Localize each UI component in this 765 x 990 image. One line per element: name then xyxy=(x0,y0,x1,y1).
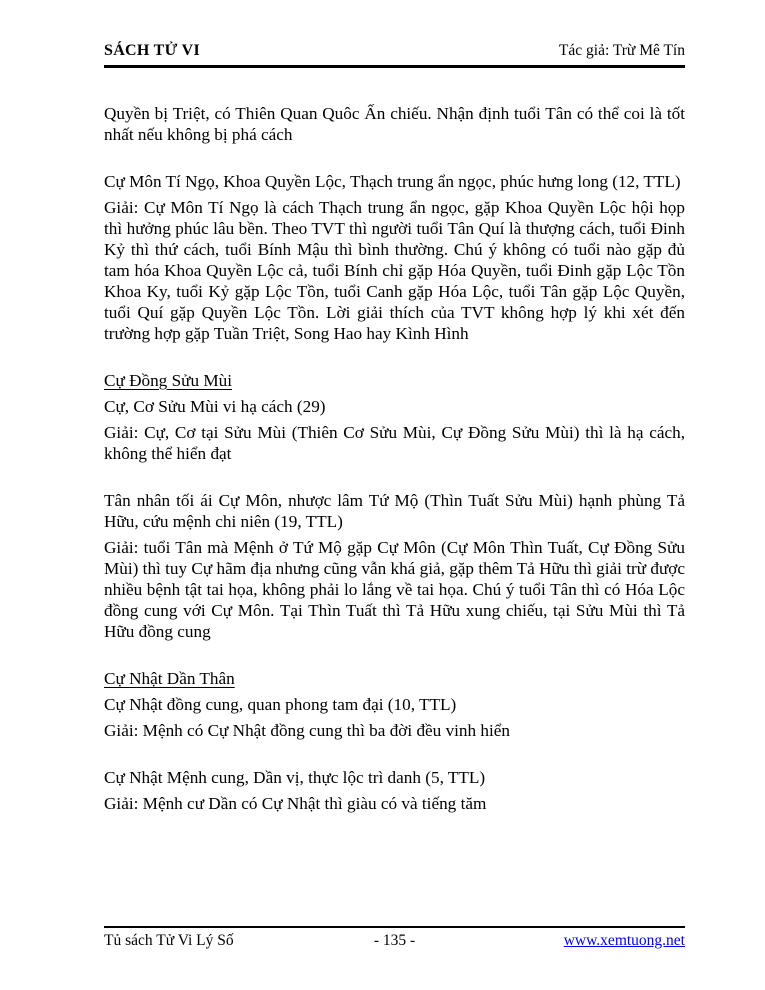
verse-cu-mon-ti-ngo: Cự Môn Tí Ngọ, Khoa Quyền Lộc, Thạch trung ẩn ngọc, phúc hưng long (12, TTL) xyxy=(104,172,681,191)
section-heading-cu-nhat-dan-than: Cự Nhật Dần Thân xyxy=(104,669,235,688)
website-link[interactable]: www.xemtuong.net xyxy=(563,932,685,949)
author-credit: Tác giả: Trừ Mê Tín xyxy=(558,42,685,59)
explanation-cu-mon-ti-ngo: Giải: Cự Môn Tí Ngọ là cách Thạch trung ẩn ngọc, gặp Khoa Quyền Lộc hội họp thì hưởng phúc lâu bền. Theo TVT thì người tuổi Tân Quí là thượng cách, tuổi Đinh Kỷ thì thứ cách, tuổi Bính Mậu thì bình thường. Chú ý không có tuổi nào gặp đủ tam hóa Khoa Quyền Lộc cả, tuổi Bính chỉ gặp Hóa Quyền, tuổi Đinh gặp Lộc Tồn Khoa Ky, tuổi Kỷ gặp Lộc Tồn, tuổi Canh gặp Hóa Lộc, tuổi Tân gặp Lộc Quyền, tuổi Quí gặp Quyền Lộc Tồn. Lời giải thích của TVT không hợp lý khi xét đến trường hợp gặp Tuần Triệt, Song Hao hay Kình Hình xyxy=(104,198,685,343)
page-header xyxy=(104,42,685,68)
verse-cu-nhat-dong-cung: Cự Nhật đồng cung, quan phong tam đại (10, TTL) xyxy=(104,695,457,714)
page-body xyxy=(104,66,685,814)
verse-cu-nhat-menh-cung: Cự Nhật Mệnh cung, Dần vị, thực lộc trì danh (5, TTL) xyxy=(104,768,486,787)
section-heading-cu-dong-suu-mui: Cự Đồng Sửu Mùi xyxy=(104,371,232,390)
footer-series-title: Tủ sách Tử Vi Lý Số xyxy=(104,932,234,949)
explanation-cu-nhat-menh-cung: Giải: Mệnh cư Dần có Cự Nhật thì giàu có và tiếng tăm xyxy=(104,794,487,813)
verse-cu-co-suu-mui: Cự, Cơ Sửu Mùi vi hạ cách (29) xyxy=(104,397,326,416)
explanation-cu-nhat-dong-cung: Giải: Mệnh có Cự Nhật đồng cung thì ba đời đều vinh hiển xyxy=(104,721,511,740)
explanation-cu-co-suu-mui: Giải: Cự, Cơ tại Sửu Mùi (Thiên Cơ Sửu Mùi, Cự Đồng Sửu Mùi) thì là hạ cách, không thể hiển đạt xyxy=(104,423,685,463)
paragraph-quyen-triet: Quyền bị Triệt, có Thiên Quan Quôc Ấn chiếu. Nhận định tuổi Tân có thể coi là tốt nhất nếu không bị phá cách xyxy=(104,104,685,144)
explanation-tan-nhan-toi-ai: Giải: tuổi Tân mà Mệnh ở Tứ Mộ gặp Cự Môn (Cự Môn Thìn Tuất, Cự Đồng Sửu Mùi) thì tuy Cự hãm địa nhưng cũng vẫn khá giả, gặp thêm Tả Hữu thì giải trừ được nhiều bệnh tật tai họa, không phải lo lắng về tai họa. Chú ý tuổi Tân thì có Hóa Lộc đồng cung với Cự Môn. Tại Thìn Tuất thì Tả Hữu xung chiếu, tại Sửu Mùi thì Tả Hữu đồng cung xyxy=(104,538,685,641)
page-number: - 135 - xyxy=(373,932,416,949)
verse-tan-nhan-toi-ai: Tân nhân tối ái Cự Môn, nhược lâm Tứ Mộ (Thìn Tuất Sửu Mùi) hạnh phùng Tả Hữu, cứu mệnh chi niên (19, TTL) xyxy=(104,491,685,531)
document-page xyxy=(104,0,685,990)
page-footer xyxy=(104,926,685,950)
book-title: SÁCH TỬ VI xyxy=(104,42,201,59)
